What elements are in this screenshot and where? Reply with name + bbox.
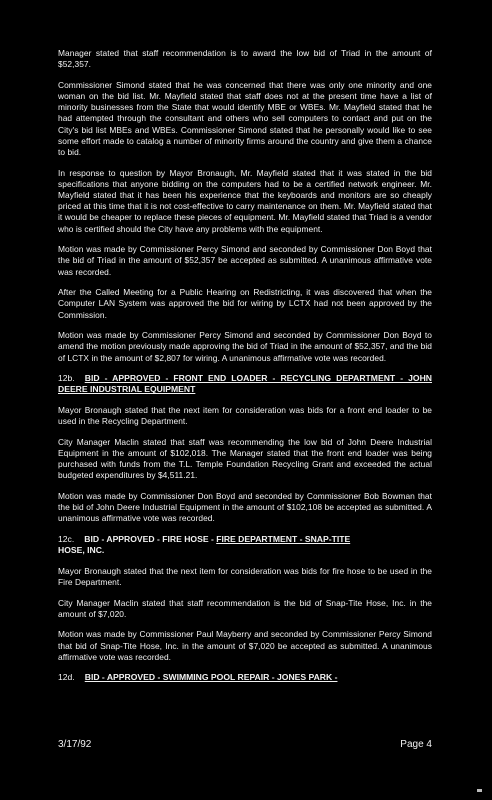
document-page (58, 48, 432, 693)
agenda-item-12c-heading (58, 534, 432, 556)
paragraph: In response to question by Mayor Bronaugh, Mr. Mayfield stated that it was stated in the bid specifications that anyone bidding on the computers had to be a certified network engineer. Mr. Mayfield stated that it has been his experience that the keyboards and monitors are so cheaply priced at this time that it is not cost-effective to carry maintenance on them. Mr. Mayfield stated that it would be cheaper to replace these pieces of equipment. Mr. Mayfield stated that Triad is a vendor who is certified should the City have any problems with the equipment. (58, 167, 432, 234)
paragraph: Motion was made by Commissioner Percy Simond and seconded by Commissioner Don Boyd to amend the motion previously made approving the bid of Triad in the amount of $52,357, and the bid of LCTX in the amount of $2,807 for wiring. A unanimous affirmative vote was recorded. (58, 330, 432, 363)
paragraph: Motion was made by Commissioner Don Boyd and seconded by Commissioner Bob Bowman that the bid of John Deere Industrial Equipment in the amount of $102,108 be accepted as submitted. A unanimous affirmative vote was recorded. (58, 491, 432, 524)
paragraph: Mayor Bronaugh stated that the next item for consideration was bids for a front end loader to be used in the Recycling Department. (58, 405, 432, 427)
paragraph: After the Called Meeting for a Public Hearing on Redistricting, it was discovered that when the Computer LAN System was approved the bid for wiring by LCTX had not been approved by the Commission. (58, 287, 432, 320)
agenda-item-12b-heading (58, 373, 432, 395)
item-number: 12d. (58, 672, 75, 683)
paragraph: City Manager Maclin stated that staff recommendation is the bid of Snap-Tite Hose, Inc. in the amount of $7,020. (58, 597, 432, 619)
item-title-underlined: FIRE DEPARTMENT - SNAP-TITE (216, 534, 351, 545)
paragraph: City Manager Maclin stated that staff was recommending the low bid of John Deere Industrial Equipment in the amount of $102,018. The Manager stated that the front end loader was being purchased with funds from the T.L. Temple Foundation Recycling Grant and exceeded the actual budgeted expenditures by $4,511.21. (58, 436, 432, 481)
item-title-line2: HOSE, INC. (58, 545, 105, 556)
paragraph: Motion was made by Commissioner Paul Mayberry and seconded by Commissioner Percy Simond that bid of Snap-Tite Hose, Inc. in the amount of $7,020 be accepted as submitted. A unanimous affirmative vote was recorded. (58, 629, 432, 662)
footer-page-number: Page 4 (400, 739, 432, 750)
paragraph: Mayor Bronaugh stated that the next item for consideration was bids for fire hose to be used in the Fire Department. (58, 565, 432, 588)
paragraph: Manager stated that staff recommendation is to award the low bid of Triad in the amount of $52,357. (58, 48, 432, 70)
item-number: 12b. (58, 373, 75, 384)
item-title: BID - APPROVED - FRONT END LOADER - RECYCLING DEPARTMENT - JOHN DEERE INDUSTRIAL EQUIPMENT (58, 373, 432, 395)
item-number: 12c. (58, 534, 75, 545)
footer-date: 3/17/92 (58, 739, 92, 750)
item-title-plain: BID - APPROVED - FIRE HOSE - (84, 534, 217, 545)
paragraph: Motion was made by Commissioner Percy Simond and seconded by Commissioner Don Boyd that the bid of Triad in the amount of $52,357 be accepted as submitted. A unanimous affirmative vote was recorded. (58, 244, 432, 277)
scan-artifact (477, 789, 482, 792)
item-title: BID - APPROVED - SWIMMING POOL REPAIR - JONES PARK - (84, 672, 338, 683)
agenda-item-12d-heading (58, 672, 432, 683)
paragraph: Commissioner Simond stated that he was concerned that there was only one minority and one woman on the bid list. Mr. Mayfield stated that staff does not at the present time have a list of minority businesses from the State that would identify MBE or WBEs. Mr. Mayfield stated that he had attempted through the consultant and others who sell computers to contact and put on the City's bid list MBEs and WBEs. Commissioner Simond stated that he personally would like to see some effort made to catalog a number of minority firms around the country and give them a chance to bid. (58, 79, 432, 158)
